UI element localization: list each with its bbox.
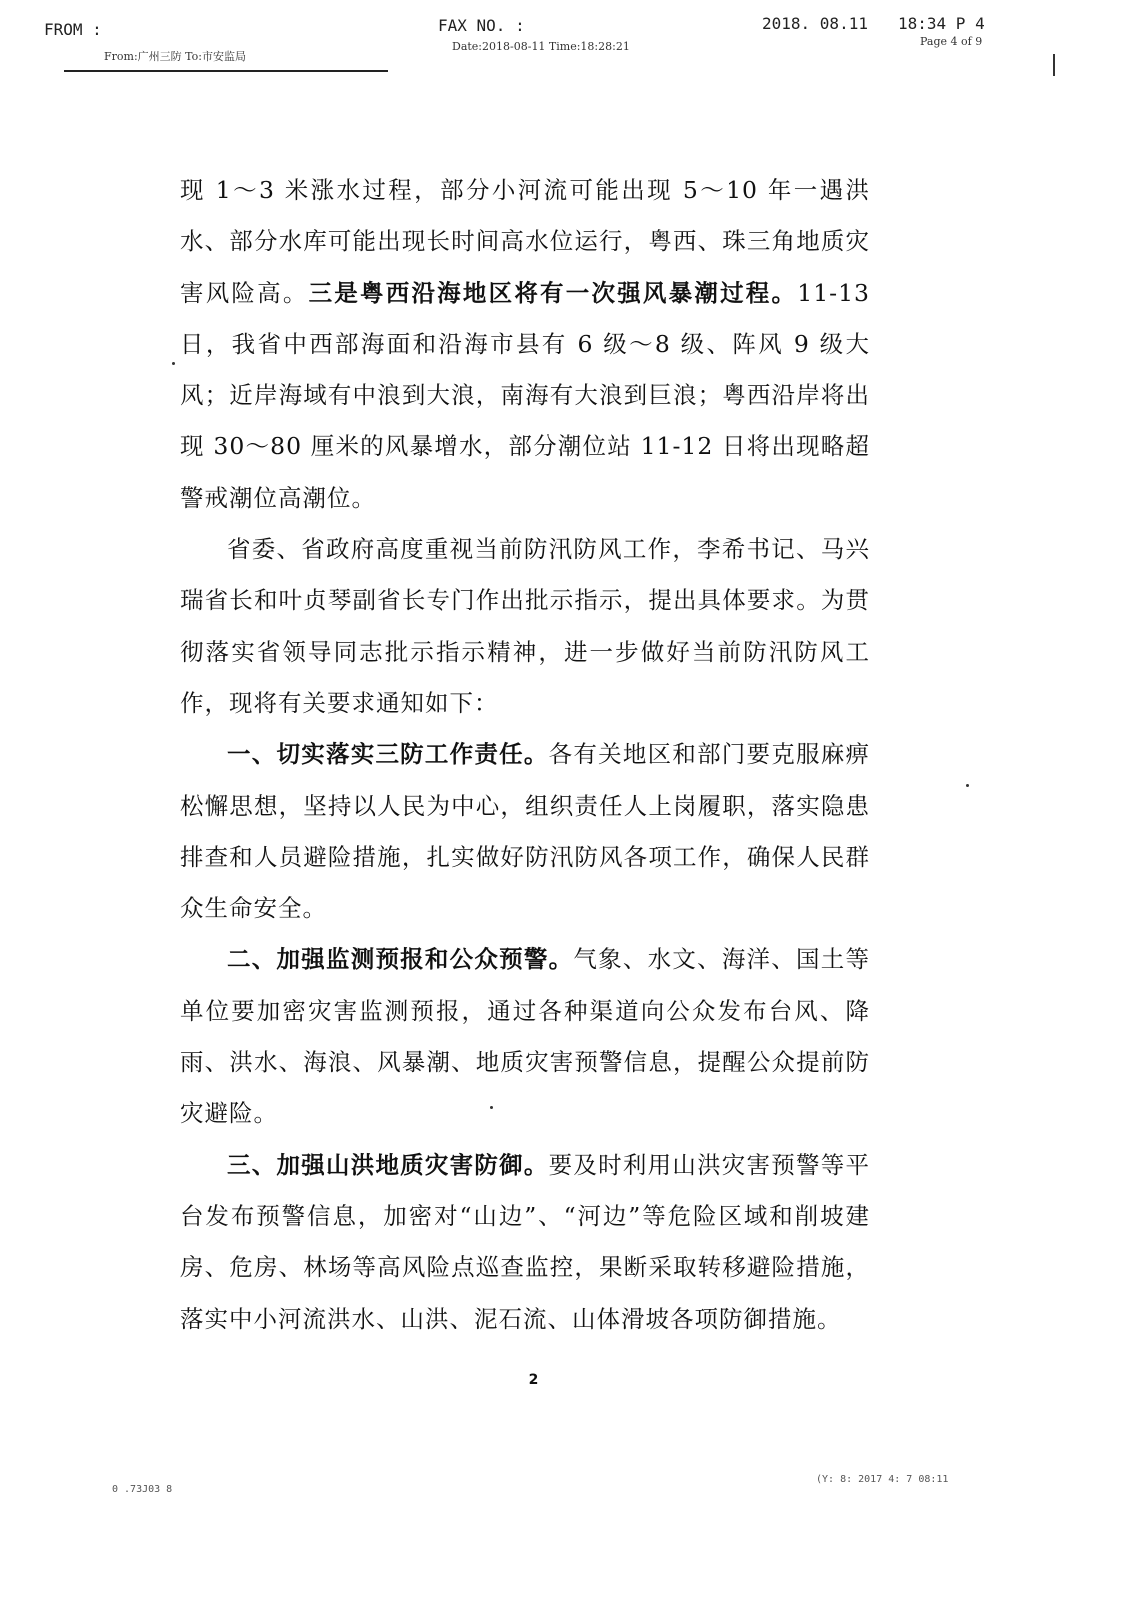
- item-1-title: 一、切实落实三防工作责任。: [227, 740, 549, 769]
- fax-number-label: FAX NO. :: [438, 16, 525, 35]
- document-body: [180, 165, 870, 1345]
- paragraph-instructions: 省委、省政府高度重视当前防汛防风工作，李希书记、马兴瑞省长和叶贞琴副省长专门作出批示指示，提出具体要求。为贯彻落实省领导同志批示指示精神，进一步做好当前防汛防风工作，现将有关要求通知如下：: [180, 535, 870, 717]
- fax-time-page: 18:34 P 4: [898, 14, 985, 33]
- forecast-text-2: 11-13 日，我省中西部海面和沿海市县有 6 级～8 级、阵风 9 级大风；近岸海域有中浪到大浪，南海有大浪到巨浪；粤西沿岸将出现 30～80 厘米的风暴增水，部分潮位站 11-12 日将出现略超警戒潮位高潮位。: [180, 278, 870, 512]
- fax-from-label: FROM :: [44, 20, 102, 39]
- scan-speck: [172, 362, 175, 365]
- paragraph-item-1: [180, 729, 870, 934]
- footer-right-code: (Y: 8: 2017 4: 7 08:11: [816, 1474, 949, 1485]
- footer-left-code: 0 .73J03 8: [112, 1484, 173, 1495]
- forecast-text-1: 现 1～3 米涨水过程，部分小河流可能出现 5～10 年一遇洪水、部分水库可能出现长时间高水位运行，粤西、珠三角地质灾害风险高。: [180, 176, 870, 307]
- fax-mark: [1053, 54, 1055, 76]
- fax-date: 2018. 08.11: [762, 14, 868, 33]
- fax-date-time: Date:2018-08-11 Time:18:28:21: [452, 40, 630, 53]
- item-3-text: 要及时利用山洪灾害预警等平台发布预警信息，加密对“山边”、“河边”等危险区域和削坡建房、危房、林场等高风险点巡查监控，果断采取转移避险措施，落实中小河流洪水、山洪、泥石流、山体滑坡各项防御措施。: [180, 1150, 871, 1333]
- forecast-storm-surge-heading: 三是粤西沿海地区将有一次强风暴潮过程。: [308, 278, 798, 307]
- scan-speck: [490, 1106, 493, 1109]
- item-2-title: 二、加强监测预报和公众预警。: [227, 945, 574, 974]
- fax-underline: [64, 70, 388, 72]
- item-1-text: 各有关地区和部门要克服麻痹松懈思想，坚持以人民为中心，组织责任人上岗履职，落实隐患排查和人员避险措施，扎实做好防汛防风各项工作，确保人民群众生命安全。: [180, 740, 871, 923]
- page-number: 2: [528, 1372, 539, 1388]
- paragraph-forecast: [180, 165, 870, 524]
- fax-page-of: Page 4 of 9: [920, 35, 983, 48]
- paragraph-item-2: [180, 934, 870, 1139]
- paragraph-item-3: [180, 1140, 870, 1345]
- fax-header: [0, 0, 1143, 90]
- fax-from-line: From:广州三防 To:市安监局: [104, 50, 246, 63]
- item-2-text: 气象、水文、海洋、国土等单位要加密灾害监测预报，通过各种渠道向公众发布台风、降雨、洪水、海浪、风暴潮、地质灾害预警信息，提醒公众提前防灾避险。: [180, 945, 871, 1128]
- scan-speck: [966, 784, 969, 787]
- item-3-title: 三、加强山洪地质灾害防御。: [227, 1150, 549, 1179]
